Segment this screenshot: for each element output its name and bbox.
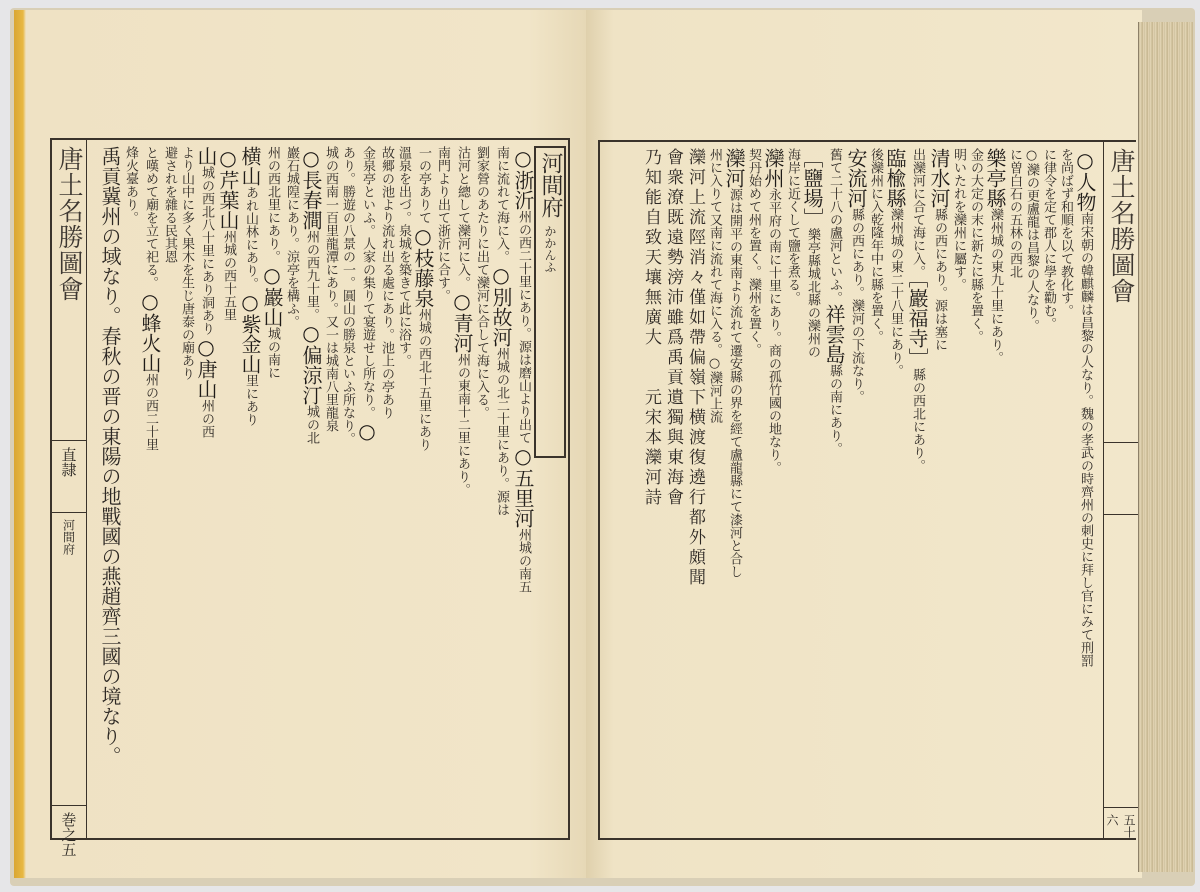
entry-text: 出灤河に合て海に入。 — [910, 148, 925, 278]
entry-heading: 祥雲島 — [822, 304, 846, 364]
text-column — [451, 146, 473, 832]
entry-heading: ○別故河 — [489, 263, 513, 347]
text-column — [1040, 148, 1057, 832]
text-column — [1006, 148, 1023, 832]
entry-heading: 灤州 — [761, 148, 785, 188]
text-column — [867, 148, 884, 832]
entry-text: 避されを雜る民其恩 — [162, 146, 177, 263]
text-column — [339, 146, 356, 832]
entry-text: 州の西二十里 — [143, 373, 158, 451]
entry-text: 一の亭ありて — [416, 146, 431, 224]
entry-text: 金泉亭といふ。人家の集りて宴遊せし所なり。 — [360, 146, 375, 419]
section-label: 直隷 — [52, 440, 86, 507]
entry-text: 州の西 — [199, 399, 214, 438]
left-page-frame — [50, 138, 570, 857]
text-column — [706, 148, 723, 832]
text-column — [490, 146, 512, 832]
entry-text: 沽河と總して灤河に入。 — [455, 146, 470, 289]
entry-text: 舊て二十八の盧河といふ。 — [827, 148, 842, 304]
entry-text: 州の東南十二里にあり。 — [455, 353, 470, 496]
right-page — [586, 10, 1142, 878]
poem-text: 灤河上流陘消々僅如帶偏嶺下横渡復遶行都外頗聞 — [685, 148, 705, 588]
entry-text: 灤州城の東二十八里にあり。 — [888, 208, 903, 377]
entry-heading: 横山 — [238, 146, 262, 186]
entry-text: 州の西九十里。 — [304, 230, 319, 321]
entry-text: 唐泰の廟あり — [179, 302, 194, 380]
entry-heading: 山 — [194, 146, 218, 166]
entry-text: 南に流れて海に入。 — [494, 146, 509, 263]
entry-text: 海岸に近くして鹽を煮る。 — [785, 148, 800, 304]
entry-text: 南門より出て浙沂に合す。 — [435, 146, 450, 302]
text-column — [139, 146, 161, 832]
right-page-frame — [598, 140, 1136, 840]
entry-text: 城の西南一百里龍潭にあり。又一は城南八里龍泉 — [323, 146, 338, 432]
poem-attribution: 元宋本灤河詩 — [641, 388, 661, 508]
entry-heading: 臨楡縣 — [883, 148, 907, 208]
page-edges — [1138, 22, 1193, 872]
volume-label: 巻之五 — [52, 805, 86, 872]
subsection-blank — [1104, 514, 1138, 791]
text-column — [801, 148, 823, 832]
text-column — [412, 146, 434, 832]
text-column — [434, 146, 451, 832]
entry-text: 涼亭を構ふ。 — [284, 250, 299, 328]
entry-text: に律令を定て郡人に學を勸む。 — [1041, 148, 1056, 330]
poem-line — [662, 148, 684, 832]
entry-text: 州の西北里にあり。 — [265, 146, 280, 263]
poem-line — [640, 148, 662, 832]
entry-heading: ○唐山 — [194, 335, 218, 399]
entry-heading: ○芹葉山 — [216, 146, 240, 230]
entry-text: を尚ばず和順を以て教化す。 — [1058, 148, 1073, 317]
entry-heading: 樂亭縣 — [983, 148, 1007, 208]
entry-text: 州に入りて又南に流れて海に入る。○灤河上流 — [707, 148, 722, 423]
section-blank — [1104, 442, 1138, 509]
poem-text: 會衆潦既遠勢滂沛雖爲禹貢遺獨與東海會 — [663, 148, 683, 508]
entry-heading: 清水河 — [927, 148, 951, 208]
entry-text: 城の北 — [304, 405, 319, 444]
entry-text: あり。勝遊の八景の一。圓山の勝泉といふ所なり。 — [340, 146, 355, 445]
text-column — [984, 148, 1006, 832]
text-column — [178, 146, 195, 832]
entry-heading: 灤河 — [722, 148, 746, 188]
entry-text: 州城の西北十五里にあり — [416, 308, 431, 451]
text-column — [723, 148, 745, 832]
entry-text: 縣の西北にあり。 — [910, 368, 925, 472]
entry-text: 後灤州に入乾隆年中に縣を置く。 — [868, 148, 883, 343]
page-number: 五十六 — [1104, 807, 1138, 844]
text-column — [122, 146, 139, 832]
text-column — [395, 146, 412, 832]
text-column — [950, 148, 967, 832]
entry-text: 縣の西にあり。源は塞に — [932, 208, 947, 351]
entry-heading: ［巖福寺］ — [905, 278, 929, 368]
entry-text: 縣の南にあり。 — [827, 364, 842, 455]
text-column — [928, 148, 950, 832]
text-column — [1057, 148, 1074, 832]
entry-heading: ○五里河 — [511, 444, 535, 528]
text-column — [473, 146, 490, 832]
entry-text: 州の西二十里にあり。源は磨山より出て — [516, 210, 531, 444]
entry-heading: ○枝藤泉 — [411, 224, 435, 308]
entry-text: 州城の北二十里にあり。源は — [494, 347, 509, 516]
right-text-columns — [604, 148, 1096, 832]
entry-text: 劉家營のあたりに出て — [474, 146, 489, 276]
entry-text: 樂亭縣城北縣の灤州の — [805, 228, 820, 358]
book-title: 唐土名勝圖會 — [55, 146, 84, 302]
entry-heading: ○ — [355, 419, 379, 443]
left-margin-strip — [52, 140, 87, 857]
entry-text: 城の西北八十里にあり洞あり — [199, 166, 214, 335]
entry-heading: ○青河 — [450, 289, 474, 353]
entry-text: 里にあり — [243, 374, 258, 426]
text-column — [784, 148, 801, 832]
entry-text: 州城の西十五里 — [221, 230, 236, 321]
text-column — [195, 146, 217, 832]
text-column — [845, 148, 867, 832]
text-column — [161, 146, 178, 832]
entry-heading: ［鹽場］ — [800, 148, 824, 228]
entry-text: 泉城を築きて此に浴す。 — [396, 224, 411, 367]
text-column — [967, 148, 984, 832]
entry-text: 明いたれを灤州に屬す。 — [951, 148, 966, 291]
book-title-right: 唐土名勝圖會 — [1107, 148, 1136, 304]
box-heading — [534, 146, 566, 458]
entry-text: 南宋朝の韓麒麟は昌黎の人なり。魏の孝武の時齊州の刺史に拜し官にみて刑罰 — [1078, 212, 1093, 667]
entry-heading: ○人物 — [1073, 148, 1097, 212]
poem-text: 乃知能自致天壤無廣大 — [641, 148, 661, 348]
text-column — [512, 146, 534, 832]
box-heading-text: 河間府 — [538, 152, 563, 218]
entry-heading: ○巖山 — [260, 263, 284, 327]
entry-text: 縣の西にあり。灤河の下流なり。 — [849, 208, 864, 403]
text-column — [884, 148, 906, 832]
entry-text: 巖石城隍にあり。 — [284, 146, 299, 250]
entry-text: に曽白石の五林の西北 — [1007, 148, 1022, 278]
right-margin-strip — [1103, 142, 1138, 838]
entry-text: ○灤の更盧龍は昌黎の人なり。 — [1024, 148, 1039, 332]
entry-text: より山中に多く果木を生じ — [179, 146, 194, 302]
entry-heading: ○長春澗 — [299, 146, 323, 230]
left-text-columns — [90, 146, 566, 832]
text-column — [283, 146, 300, 832]
entry-text: 城の南に — [265, 327, 280, 379]
text-column — [1074, 148, 1096, 832]
box-heading-column — [534, 146, 566, 832]
entry-text: 灤州城の東九十里にあり。 — [988, 208, 1003, 364]
text-column — [378, 146, 395, 832]
entry-heading: ○蜂火山 — [138, 289, 162, 373]
entry-heading: ○紫金山 — [238, 290, 262, 374]
entry-text: 故郷の池より流れ出る處にあり。池上の亭あり — [379, 146, 394, 419]
entry-heading: ○偏涼汀 — [299, 321, 323, 405]
box-heading-reading: かかんふ — [543, 225, 557, 273]
entry-text: 永平府の南に十里にあり。商の孤竹國の地なり。 — [766, 188, 781, 474]
subsection-label: 河間府 — [52, 512, 86, 599]
entry-text: 源は開平の東南より流れて遷安縣の界を經て盧龍縣にて漆河と合し — [727, 188, 742, 578]
text-column — [356, 146, 378, 832]
text-column — [762, 148, 784, 832]
text-column — [745, 148, 762, 832]
text-column — [261, 146, 283, 832]
text-column — [906, 148, 928, 832]
entry-text: 金の大定の末に新たに縣を置く。 — [968, 148, 983, 343]
text-column — [1023, 148, 1040, 832]
entry-text: 契丹始めて州を置く。灤州を置く。 — [746, 148, 761, 356]
entry-text: 灤河に合して海に入る。 — [474, 276, 489, 419]
text-column — [239, 146, 261, 832]
text-column — [300, 146, 322, 832]
text-column — [322, 146, 339, 832]
entry-heading: ○浙沂 — [511, 146, 535, 210]
intro-text: 禹貢冀州の域なり。春秋の晋の東陽の地戰國の燕趙齊三國の境なり。 — [98, 146, 122, 766]
left-page — [14, 10, 586, 878]
entry-text: 州城の南五 — [516, 528, 531, 593]
entry-text: 溫泉を出づ。 — [396, 146, 411, 224]
text-column — [823, 148, 845, 832]
entry-heading: 安流河 — [844, 148, 868, 208]
entry-text: と嘆めて廟を立て祀る。 — [143, 146, 158, 289]
text-column — [217, 146, 239, 832]
entry-text: あれ山林にあり。 — [243, 186, 258, 290]
entry-text: 烽火臺あり。 — [123, 146, 138, 224]
poem-line — [684, 148, 706, 832]
